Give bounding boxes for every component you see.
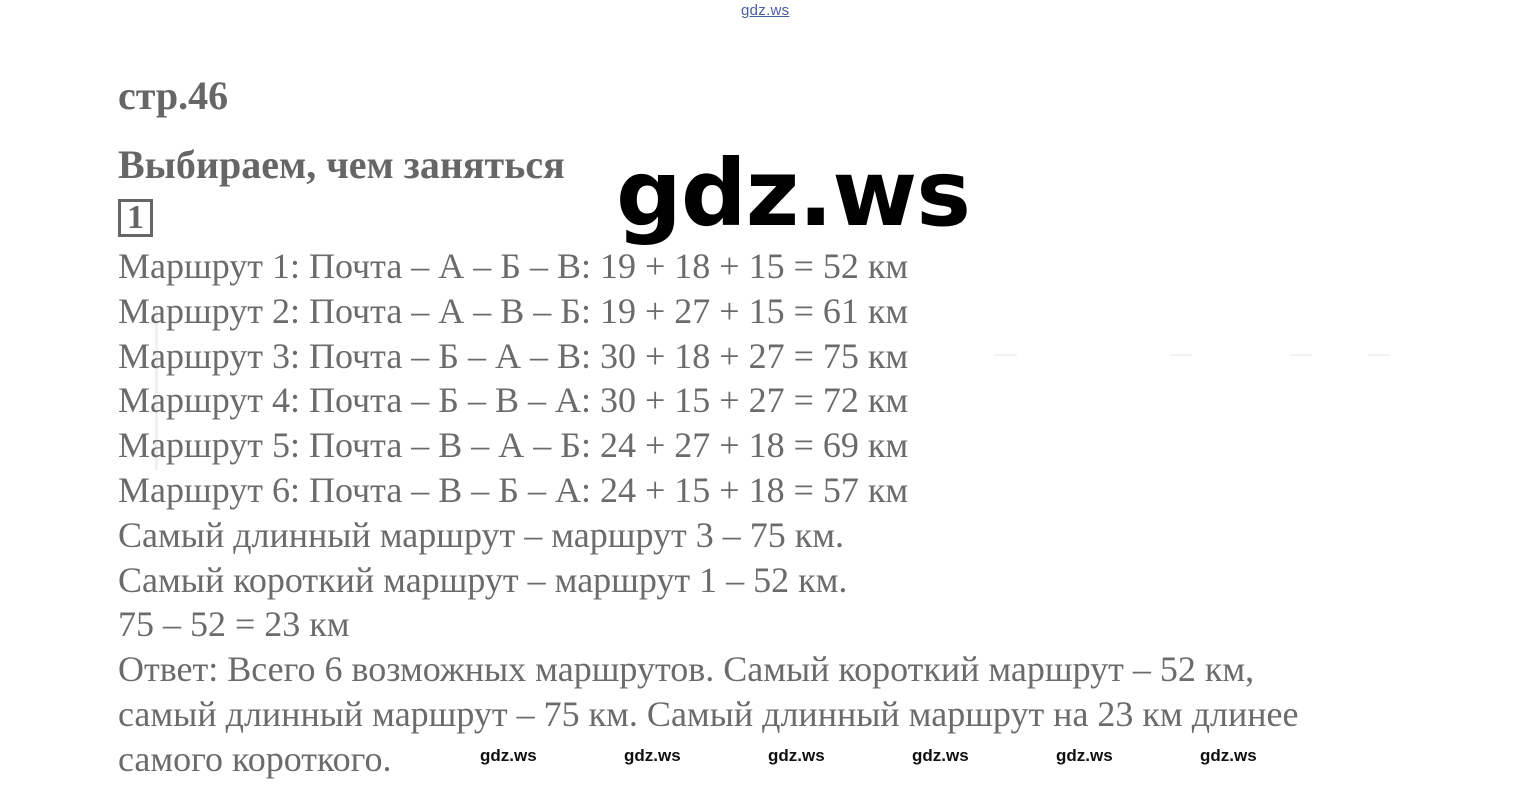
route-1-line: Маршрут 1: Почта – А – Б – В: 19 + 18 + 15 = 52 км xyxy=(118,246,909,286)
page-number: стр.46 xyxy=(118,73,229,118)
shortest-route-line: Самый короткий маршрут – маршрут 1 – 52 км. xyxy=(118,559,848,600)
task-number: 1 xyxy=(127,199,144,236)
footer-watermark: gdz.ws xyxy=(912,746,969,765)
footer-watermarks xyxy=(0,746,1535,770)
footer-watermark: gdz.ws xyxy=(1200,746,1257,765)
footer-watermark: gdz.ws xyxy=(624,746,681,765)
route-6-line: Маршрут 6: Почта – В – Б – А: 24 + 15 + 18 = 57 км xyxy=(118,469,909,510)
footer-watermark: gdz.ws xyxy=(1056,746,1113,765)
footer-watermark: gdz.ws xyxy=(480,746,537,765)
answer-line-2: самый длинный маршрут – 75 км. Самый длинный маршрут на 23 км длинее xyxy=(118,693,1299,734)
footer-watermark: gdz.ws xyxy=(768,746,825,765)
task-number-box xyxy=(118,199,153,237)
route-2-line: Маршрут 2: Почта – А – В – Б: 19 + 27 + 15 = 61 км xyxy=(118,290,909,331)
route-5-line: Маршрут 5: Почта – В – А – Б: 24 + 27 + 18 = 69 км xyxy=(118,425,909,466)
top-watermark-link[interactable]: gdz.ws xyxy=(741,2,790,19)
route-3-line: Маршрут 3: Почта – Б – А – В: 30 + 18 + 27 = 75 км xyxy=(118,335,909,376)
longest-route-line: Самый длинный маршрут – маршрут 3 – 75 км. xyxy=(118,514,845,555)
answer-line-3: самого короткого. xyxy=(118,738,392,779)
solution-text xyxy=(118,244,1418,782)
watermark-logo: gdz.ws xyxy=(616,140,970,247)
answer-line-1: Ответ: Всего 6 возможных маршрутов. Самый короткий маршрут – 52 км, xyxy=(118,649,1255,690)
difference-line: 75 – 52 = 23 км xyxy=(118,604,350,645)
section-title: Выбираем, чем заняться xyxy=(118,142,565,187)
route-4-line: Маршрут 4: Почта – Б – В – А: 30 + 15 + 27 = 72 км xyxy=(118,380,909,421)
